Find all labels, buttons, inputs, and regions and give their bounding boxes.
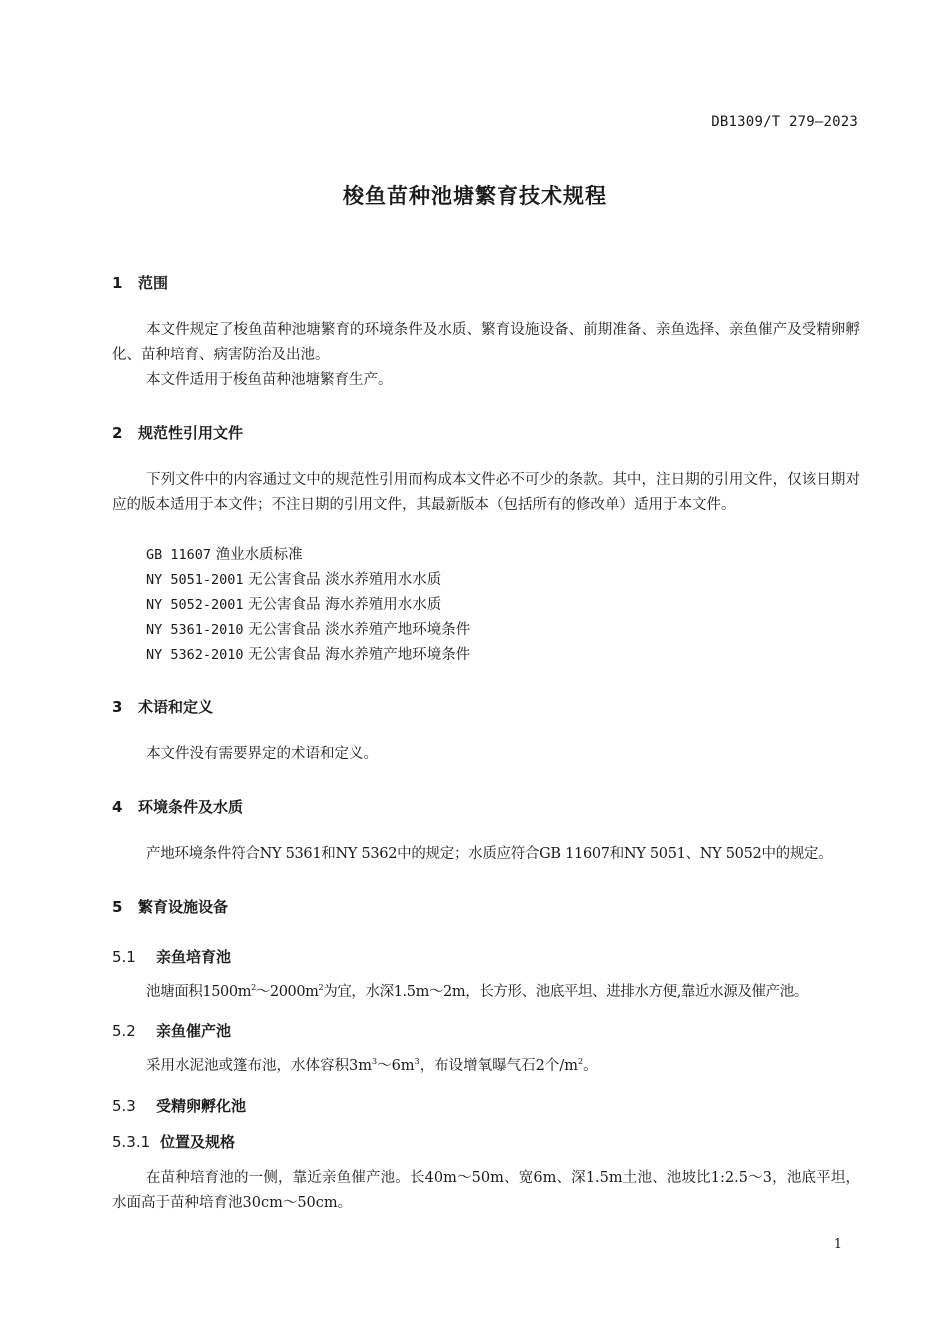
section-3-heading — [112, 696, 213, 717]
reference-name: 无公害食品 淡水养殖用水水质 — [248, 572, 442, 588]
text-segment: 采用水泥池或篷布池，水体容积3m — [146, 1058, 372, 1074]
section-number: 2 — [112, 424, 123, 442]
subsection-title: 位置及规格 — [160, 1133, 236, 1151]
subsection-title: 受精卵孵化池 — [156, 1097, 247, 1115]
reference-code: NY 5051-2001 — [146, 572, 244, 588]
subsection-number: 5.2 — [112, 1022, 136, 1040]
section-title: 环境条件及水质 — [138, 798, 244, 816]
reference-code: NY 5361-2010 — [146, 622, 244, 638]
reference-name: 渔业水质标准 — [215, 547, 303, 563]
text-segment: ～2000m — [255, 984, 319, 1000]
text-segment: ～6m — [377, 1058, 415, 1074]
section-number: 1 — [112, 274, 123, 292]
subsection-title: 亲鱼催产池 — [156, 1022, 232, 1040]
section-4-paragraph-1: 产地环境条件符合NY 5361和NY 5362中的规定；水质应符合GB 11607和NY 5051、NY 5052中的规定。 — [146, 846, 833, 862]
subsection-5-3-1-heading — [112, 1131, 235, 1152]
reference-item — [146, 593, 441, 618]
text-segment: 。 — [583, 1058, 598, 1074]
section-title: 繁育设施设备 — [138, 898, 229, 916]
reference-item — [146, 618, 470, 643]
reference-item — [146, 568, 441, 593]
text-segment: 为宜，水深1.5m～2m，长方形、池底平坦、进排水方便,靠近水源及催产池。 — [323, 984, 808, 1000]
section-title: 规范性引用文件 — [138, 424, 244, 442]
section-number: 5 — [112, 898, 123, 916]
subsection-5-3-1-paragraph: 在苗种培育池的一侧，靠近亲鱼催产池。长40m～50m、宽6m、深1.5m土池、池坡比1:2.5～3，池底平坦，水面高于苗种培育池30cm～50cm。 — [112, 1170, 860, 1211]
superscript: 3 — [414, 1057, 420, 1067]
reference-code: NY 5052-2001 — [146, 597, 244, 613]
reference-name: 无公害食品 淡水养殖产地环境条件 — [248, 622, 471, 638]
reference-item — [146, 543, 303, 568]
subsection-number: 5.1 — [112, 948, 136, 966]
superscript: 2 — [318, 983, 324, 993]
superscript: 2 — [578, 1057, 584, 1067]
reference-name: 无公害食品 海水养殖产地环境条件 — [248, 647, 471, 663]
document-number: DB1309/T 279—2023 — [711, 114, 858, 130]
section-number: 4 — [112, 798, 123, 816]
subsection-5-2-paragraph — [112, 1054, 860, 1079]
section-2-paragraph-1: 下列文件中的内容通过文中的规范性引用而构成本文件必不可少的条款。其中，注日期的引用文件，仅该日期对应的版本适用于本文件；不注日期的引用文件，其最新版本（包括所有的修改单）适用于本文件。 — [112, 472, 860, 513]
reference-item — [146, 643, 470, 668]
section-number: 3 — [112, 698, 123, 716]
text-segment: 池塘面积1500m — [146, 984, 252, 1000]
text-segment: ，布设增氧曝气石2个/m — [419, 1058, 579, 1074]
subsection-number: 5.3 — [112, 1097, 136, 1115]
subsection-number: 5.3.1 — [112, 1133, 151, 1151]
subsection-5-1-heading — [112, 946, 231, 967]
section-1-paragraph-1: 本文件规定了梭鱼苗种池塘繁育的环境条件及水质、繁育设施设备、前期准备、亲鱼选择、亲鱼催产及受精卵孵化、苗种培育、病害防治及出池。 — [112, 322, 860, 363]
reference-code: NY 5362-2010 — [146, 647, 244, 663]
subsection-title: 亲鱼培育池 — [156, 948, 232, 966]
reference-name: 无公害食品 海水养殖用水水质 — [248, 597, 442, 613]
section-3-paragraph-1: 本文件没有需要界定的术语和定义。 — [146, 746, 378, 762]
document-title: 梭鱼苗种池塘繁育技术规程 — [343, 184, 607, 208]
subsection-5-1-paragraph — [112, 980, 860, 1005]
superscript: 2 — [251, 983, 256, 993]
superscript: 3 — [371, 1057, 378, 1067]
reference-code: GB 11607 — [146, 547, 212, 563]
section-title: 范围 — [138, 274, 169, 292]
section-1-heading — [112, 272, 168, 293]
section-4-heading — [112, 796, 243, 817]
section-5-heading — [112, 896, 228, 917]
page-number: 1 — [833, 1237, 842, 1252]
subsection-5-2-heading — [112, 1020, 231, 1041]
section-title: 术语和定义 — [138, 698, 214, 716]
section-2-heading — [112, 422, 243, 443]
subsection-5-3-heading — [112, 1095, 246, 1116]
section-1-paragraph-2: 本文件适用于梭鱼苗种池塘繁育生产。 — [146, 372, 393, 388]
